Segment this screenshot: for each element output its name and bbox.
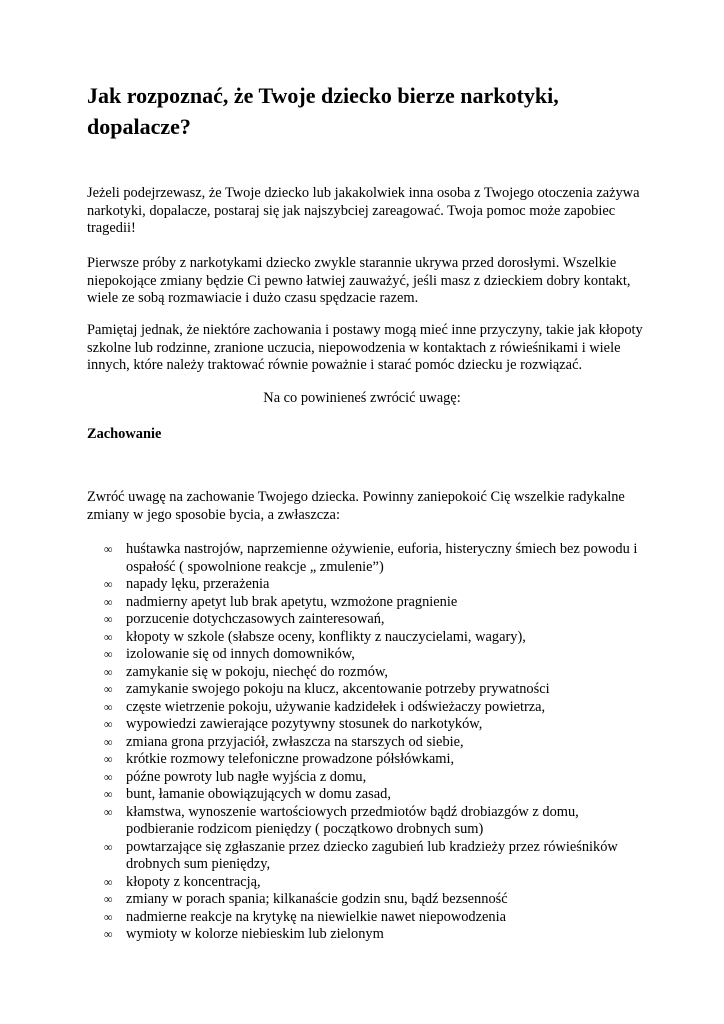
bullet-icon: ∞	[104, 927, 113, 941]
list-item	[87, 576, 647, 594]
list-item	[87, 839, 647, 874]
paragraph-intro: Jeżeli podejrzewasz, że Twoje dziecko lub jakakolwiek inna osoba z Twojego otoczenia zażywa narkotyki, dopalacze, postaraj się jak najszybciej zareagować. Twoja pomoc może zapobiec tragedii!	[87, 185, 640, 236]
section-lead: Na co powinieneś zwrócić uwagę:	[263, 390, 461, 406]
bullet-icon: ∞	[104, 787, 113, 801]
list-item-text: kłamstwa, wynoszenie wartościowych przedmiotów bądź drobiazgów z domu, podbieranie rodzicom pieniędzy ( początkowo drobnych sum)	[126, 803, 579, 837]
list-item-text: wymioty w kolorze niebieskim lub zielonym	[126, 926, 384, 942]
section-heading: Zachowanie	[87, 426, 162, 442]
list-item-text: izolowanie się od innych domowników,	[126, 646, 355, 662]
list-item	[87, 804, 647, 839]
bullet-icon: ∞	[104, 542, 113, 556]
list-item-text: nadmierny apetyt lub brak apetytu, wzmożone pragnienie	[126, 593, 458, 610]
list-item	[87, 611, 647, 629]
list-item	[87, 786, 647, 804]
list-item-text: bunt, łamanie obowiązujących w domu zasad,	[126, 786, 391, 802]
bullet-icon: ∞	[104, 752, 113, 766]
bullet-icon: ∞	[104, 892, 113, 906]
list-item-text: huśtawka nastrojów, naprzemienne ożywienie, euforia, histeryczny śmiech bez powodu i ospałość ( spowolnione reakcje „ zmulenie”)	[126, 541, 638, 575]
bullet-icon: ∞	[104, 629, 113, 644]
bullet-icon: ∞	[104, 909, 113, 924]
list-item	[87, 751, 647, 769]
bullet-icon: ∞	[104, 804, 113, 819]
list-item-text: wypowiedzi zawierające pozytywny stosunek do narkotyków,	[126, 716, 483, 732]
list-item	[87, 699, 647, 717]
bullet-icon: ∞	[104, 682, 113, 696]
list-item-text: porzucenie dotychczasowych zainteresowań,	[126, 611, 385, 627]
bullet-icon: ∞	[104, 577, 113, 591]
bullet-icon: ∞	[104, 594, 113, 609]
list-item-text: kłopoty w szkole (słabsze oceny, konflikty z nauczycielami, wagary),	[126, 628, 526, 645]
paragraph-behaviour-intro: Zwróć uwagę na zachowanie Twojego dziecka. Powinny zaniepokoić Cię wszelkie radykalne zmiany w jego sposobie bycia, a zwłaszcza:	[87, 489, 625, 523]
list-item-text: krótkie rozmowy telefoniczne prowadzone półsłówkami,	[126, 751, 455, 767]
list-item	[87, 594, 647, 612]
list-item-text: zamykanie swojego pokoju na klucz, akcentowanie potrzeby prywatności	[126, 681, 550, 697]
list-item-text: zmiany w porach spania; kilkanaście godzin snu, bądź bezsenność	[126, 891, 508, 907]
list-item	[87, 874, 647, 892]
list-item	[87, 926, 647, 944]
list-item-text: zamykanie się w pokoju, niechęć do rozmów,	[126, 663, 389, 680]
list-item	[87, 769, 647, 787]
list-item-text: kłopoty z koncentracją,	[126, 873, 261, 890]
list-item	[87, 681, 647, 699]
list-item	[87, 734, 647, 752]
list-item-text: późne powroty lub nagłe wyjścia z domu,	[126, 768, 367, 785]
list-item	[87, 716, 647, 734]
list-item-text: napady lęku, przerażenia	[126, 576, 270, 592]
list-item-text: nadmierne reakcje na krytykę na niewielkie nawet niepowodzenia	[126, 908, 506, 925]
list-item	[87, 629, 647, 647]
bullet-icon: ∞	[104, 734, 113, 749]
list-item-text: częste wietrzenie pokoju, używanie kadzidełek i odświeżaczy powietrza,	[126, 698, 546, 715]
list-item	[87, 664, 647, 682]
page-title: Jak rozpoznać, że Twoje dziecko bierze narkotyki, dopalacze?	[87, 83, 559, 139]
bullet-icon: ∞	[104, 874, 113, 889]
list-item	[87, 541, 647, 576]
list-item	[87, 909, 647, 927]
paragraph-first-attempts: Pierwsze próby z narkotykami dziecko zwykle starannie ukrywa przed dorosłymi. Wszelkie niepokojące zmiany będzie Ci pewno łatwiej zauważyć, jeśli masz z dzieckiem dobry kontakt, wiele ze sobą rozmawiacie i dużo czasu spędzacie razem.	[87, 255, 631, 306]
bullet-icon: ∞	[104, 664, 113, 679]
symptom-list	[87, 541, 647, 944]
paragraph-other-causes: Pamiętaj jednak, że niektóre zachowania i postawy mogą mieć inne przyczyny, takie jak kłopoty szkolne lub rodzinne, zranione uczucia, niepowodzenia w kontaktach z rówieśnikami i wiele innych, które należy traktować równie poważnie i starać pomóc dziecku je rozwiązać.	[87, 322, 643, 373]
bullet-icon: ∞	[104, 612, 113, 626]
list-item	[87, 646, 647, 664]
list-item	[87, 891, 647, 909]
bullet-icon: ∞	[104, 647, 113, 661]
bullet-icon: ∞	[104, 717, 113, 731]
bullet-icon: ∞	[104, 839, 113, 854]
list-item-text: zmiana grona przyjaciół, zwłaszcza na starszych od siebie,	[126, 733, 464, 750]
list-item-text: powtarzające się zgłaszanie przez dziecko zagubień lub kradzieży przez rówieśników drobnych sum pieniędzy,	[126, 838, 618, 872]
bullet-icon: ∞	[104, 699, 113, 714]
bullet-icon: ∞	[104, 769, 113, 784]
